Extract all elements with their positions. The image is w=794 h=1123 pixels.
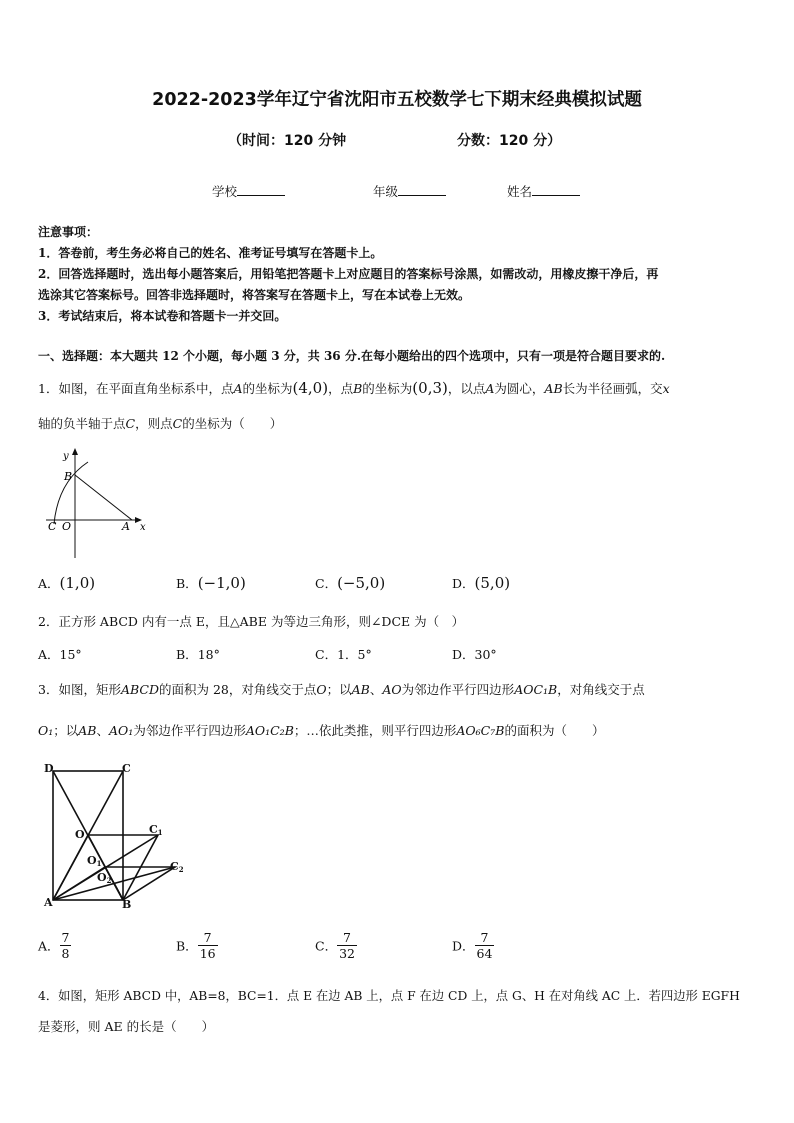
label-b: B xyxy=(122,898,132,910)
q1-option-a: A．(1,0) xyxy=(38,574,96,592)
exam-title: 2022-2023学年辽宁省沈阳市五校数学七下期末经典模拟试题 xyxy=(152,90,642,110)
question-1-figure xyxy=(44,446,156,560)
notice-block xyxy=(38,222,758,327)
notice-heading: 注意事项： xyxy=(38,225,99,239)
question-2: 2．正方形 ABCD 内有一点 E，且△ABE 为等边三角形，则∠DCE 为（ ） xyxy=(38,614,465,629)
q2-option-a: A．15° xyxy=(38,647,82,662)
label-o2: O2 xyxy=(97,871,112,885)
label-o: O xyxy=(62,520,72,533)
q3-option-b: B． $\frac{7}{16}$ xyxy=(176,930,216,961)
label-y: y xyxy=(63,451,69,462)
label-a: A xyxy=(44,896,53,909)
exam-time: （时间：120 分钟 xyxy=(228,133,347,149)
label-c: C xyxy=(122,762,131,775)
q1-option-b: B．(−1,0) xyxy=(176,574,246,592)
label-b: B xyxy=(64,470,73,483)
name-field xyxy=(507,182,580,200)
notice-item: 3．考试结束后，将本试卷和答题卡一并交回。 xyxy=(38,309,287,323)
q1-option-d: D．(5,0) xyxy=(452,574,511,592)
label-o1: O1 xyxy=(87,854,102,868)
q1-option-c: C．(−5,0) xyxy=(315,574,386,592)
label-a: A xyxy=(122,520,130,533)
question-3-line-1: 3．如图，矩形ABCD的面积为 28，对角线交于点O；以AB、AO为邻边作平行四边形AOC₁B，对角线交于点 xyxy=(38,682,645,697)
q3-option-a: A． $\frac{7}{8}$ xyxy=(38,930,70,961)
notice-item: 选涂其它答案标号。回答非选择题时，将答案写在答题卡上，写在本试卷上无效。 xyxy=(38,288,471,302)
school-blank xyxy=(237,183,285,196)
name-label: 姓名 xyxy=(507,184,533,199)
q3-option-d: D． $\frac{7}{64}$ xyxy=(452,930,493,961)
question-3-figure xyxy=(40,760,190,910)
q3-option-c: C． $\frac{7}{32}$ xyxy=(315,930,355,961)
y-axis-arrow xyxy=(72,448,78,455)
notice-item: 1．答卷前，考生务必将自己的姓名、准考证号填写在答题卡上。 xyxy=(38,246,383,260)
label-x: x xyxy=(140,522,146,533)
notice-item: 2．回答选择题时，选出每小题答案后，用铅笔把答题卡上对应题目的答案标号涂黑，如需改动，用橡皮擦干净后，再 xyxy=(38,267,659,281)
school-label: 学校 xyxy=(212,184,238,199)
school-field xyxy=(212,182,285,200)
segment-ab xyxy=(75,475,132,520)
label-o: O xyxy=(75,828,85,841)
question-4-line-2: 是菱形，则 AE 的长是（ ） xyxy=(38,1019,215,1034)
label-d: D xyxy=(44,762,54,775)
label-c1: C1 xyxy=(149,823,163,837)
q2-option-b: B．18° xyxy=(176,647,220,662)
question-4-line-1: 4．如图，矩形 ABCD 中，AB=8，BC=1．点 E 在边 AB 上，点 F 在边 CD 上，点 G、H 在对角线 AC 上．若四边形 EGFH xyxy=(38,989,740,1003)
grade-field xyxy=(373,182,446,200)
grade-label: 年级 xyxy=(373,184,399,199)
q2-option-d: D．30° xyxy=(452,647,497,662)
question-1-line-1: 1．如图，在平面直角坐标系中，点A的坐标为(4,0)，点B的坐标为(0,3)，以点A为圆心，AB长为半径画弧，交x xyxy=(38,379,670,397)
label-c: C xyxy=(48,520,57,533)
section-heading: 一、选择题：本大题共 12 个小题，每小题 3 分，共 36 分.在每小题给出的四个选项中，只有一项是符合题目要求的. xyxy=(38,349,666,363)
question-3-line-2: O₁；以AB、AO₁为邻边作平行四边形AO₁C₂B；…依此类推，则平行四边形AO₆C₇B的面积为（ ） xyxy=(38,723,605,738)
q2-option-c: C．1．5° xyxy=(315,647,372,662)
question-1-line-2: 轴的负半轴于点C，则点C的坐标为（ ） xyxy=(38,416,283,431)
grade-blank xyxy=(398,183,446,196)
name-blank xyxy=(532,183,580,196)
exam-score: 分数：120 分） xyxy=(457,133,562,149)
label-c2: C2 xyxy=(170,860,184,874)
